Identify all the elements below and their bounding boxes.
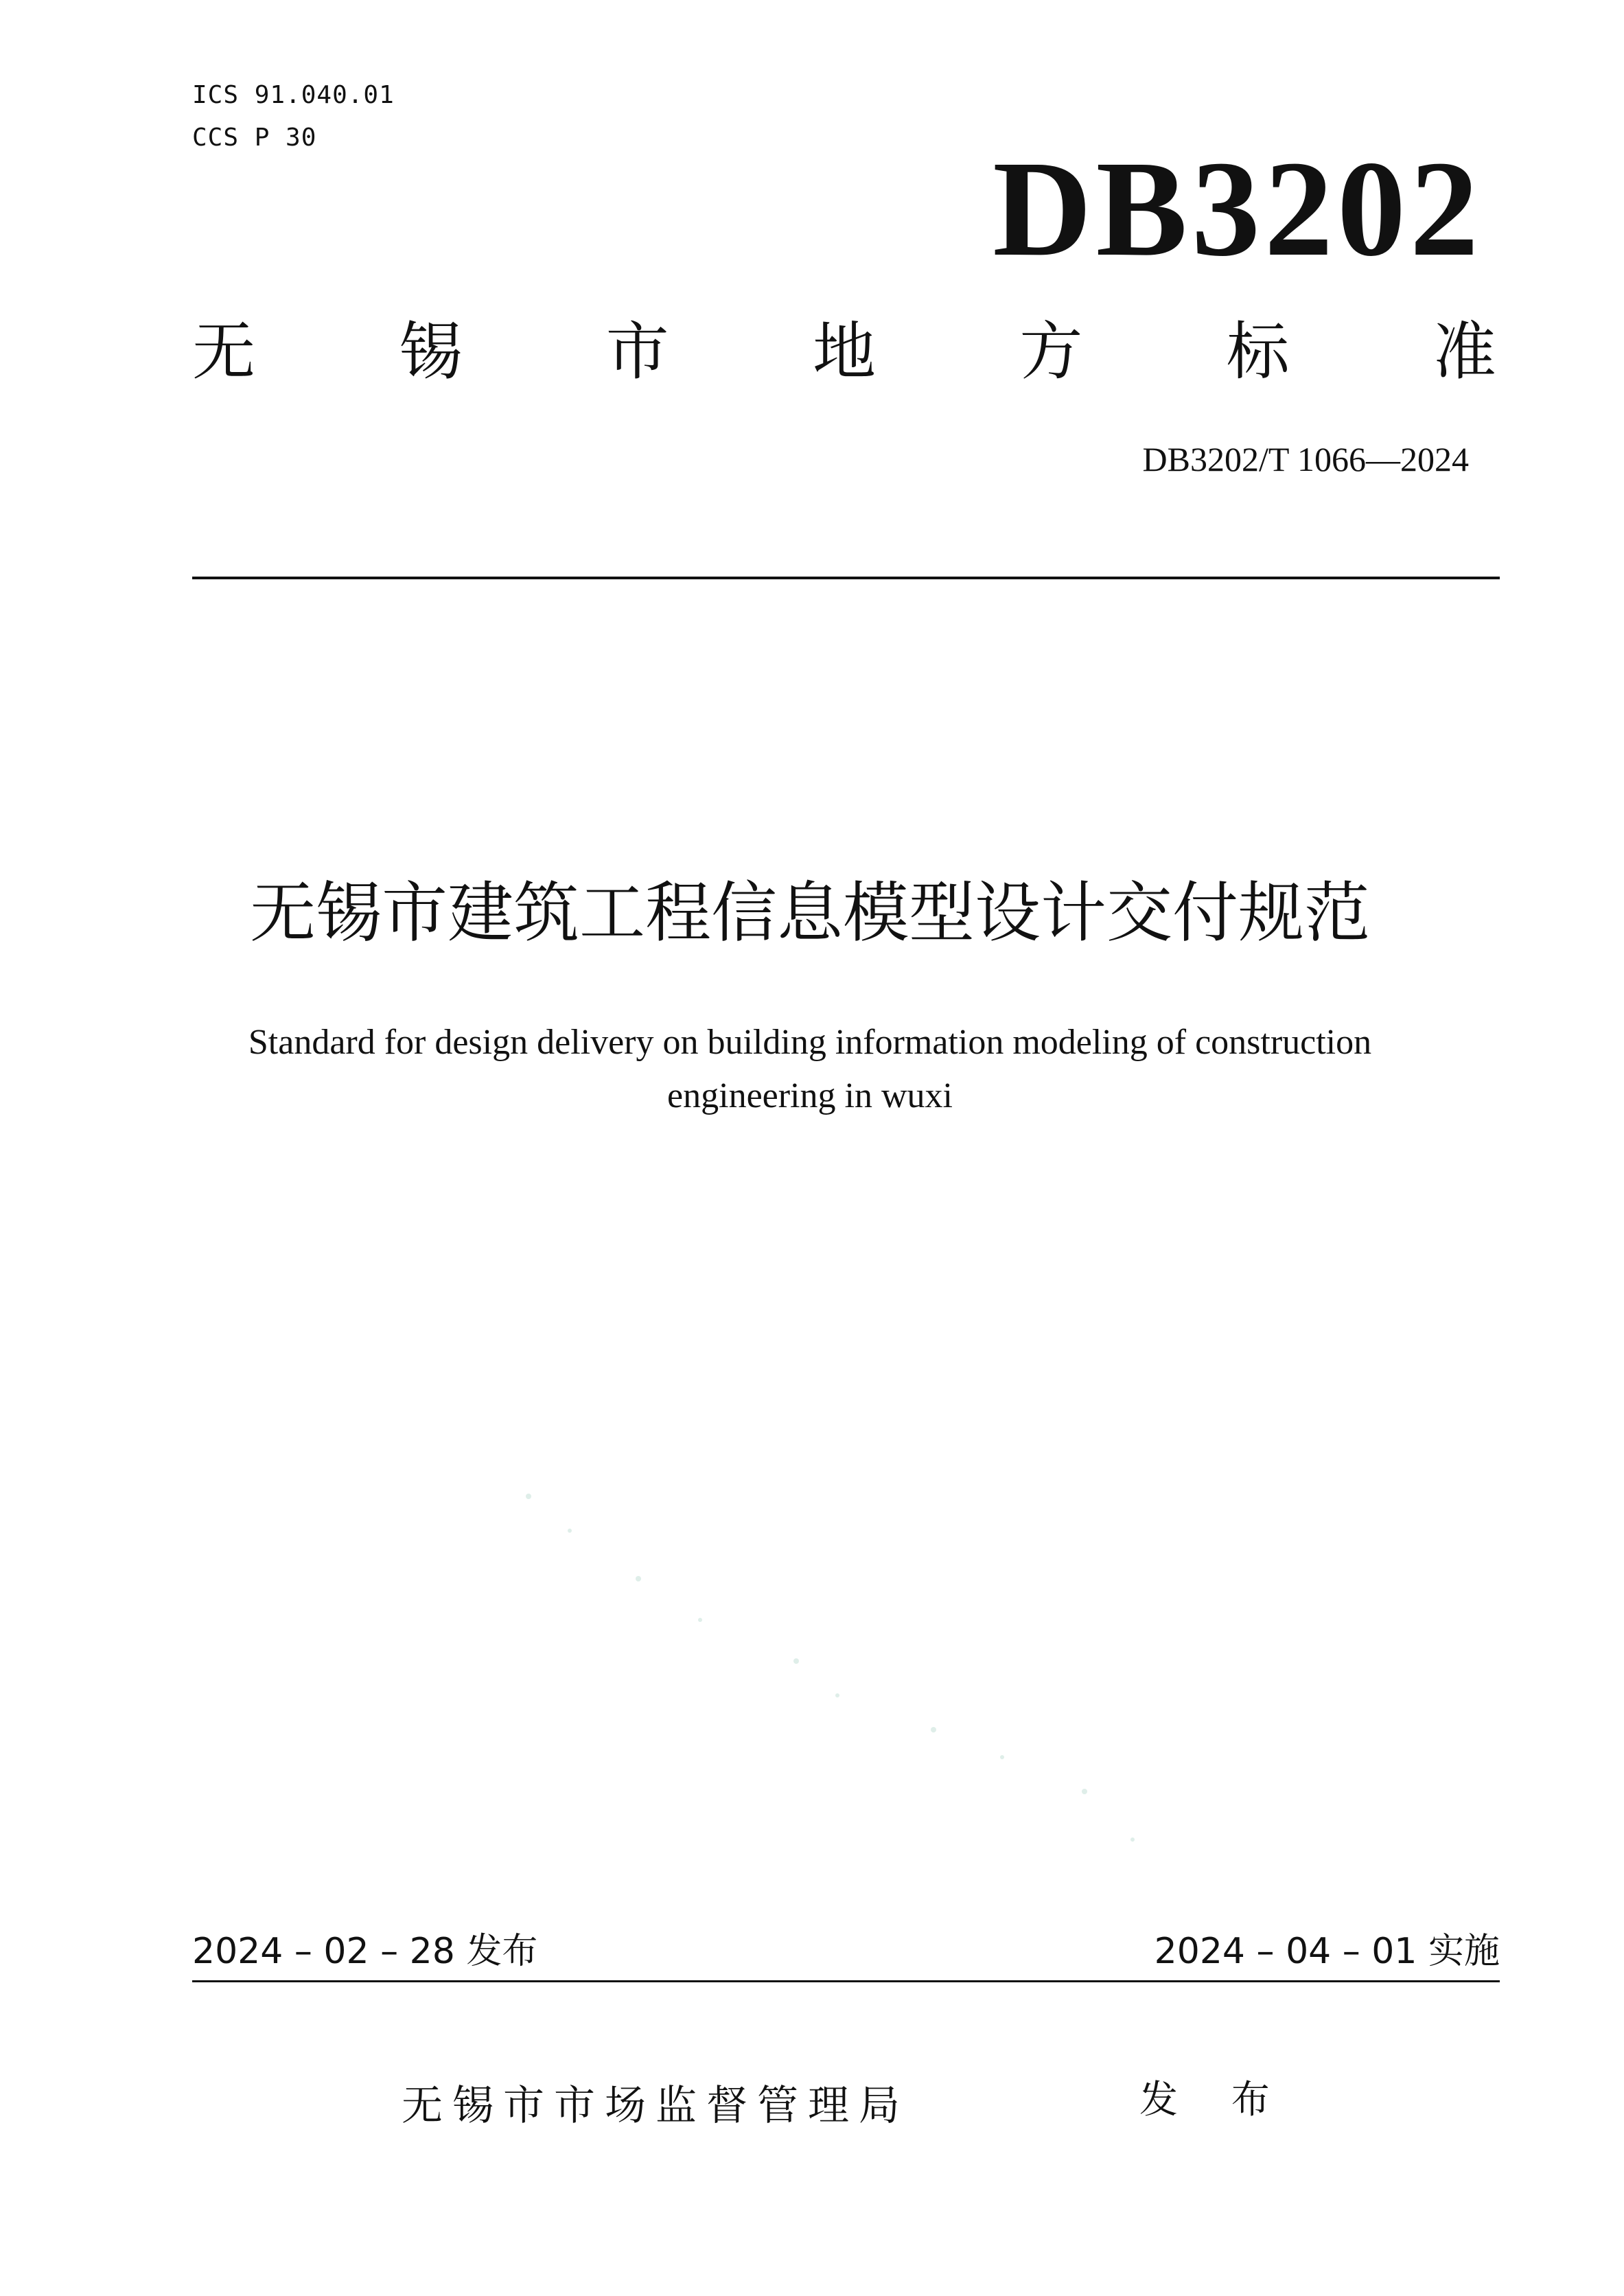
standard-type-char: 市 xyxy=(605,315,669,389)
standard-type-char: 无 xyxy=(192,315,256,389)
issuing-authority: 无锡市市场监督管理局 xyxy=(402,2082,909,2130)
standard-type-char: 锡 xyxy=(399,315,463,389)
english-title-line: engineering in wuxi xyxy=(667,1076,953,1115)
chinese-title: 无锡市建筑工程信息模型设计交付规范 xyxy=(250,874,1370,951)
english-title xyxy=(192,1016,1428,1123)
issue-label: 发 布 xyxy=(1139,2078,1290,2122)
bottom-divider xyxy=(192,1980,1500,1982)
implementation-date: 2024 – 04 – 01 实施 xyxy=(1154,1931,1500,1972)
standard-type-char: 标 xyxy=(1226,315,1290,389)
ics-code: ICS 91.040.01 xyxy=(192,81,395,109)
faint-watermark-dots xyxy=(412,1373,1236,1922)
top-divider xyxy=(192,577,1500,579)
standard-number: DB3202/T 1066—2024 xyxy=(1142,440,1469,478)
issue-date: 2024 – 02 – 28 发布 xyxy=(192,1931,538,1972)
db-code-heading: DB3202 xyxy=(993,133,1483,285)
ccs-code: CCS P 30 xyxy=(192,124,317,152)
standard-type-char: 方 xyxy=(1019,315,1083,389)
standard-type-char: 地 xyxy=(812,315,876,389)
standard-type-char: 准 xyxy=(1432,315,1496,389)
english-title-line: Standard for design delivery on building information modeling of construction xyxy=(248,1023,1372,1062)
standard-type-heading xyxy=(192,314,1496,390)
